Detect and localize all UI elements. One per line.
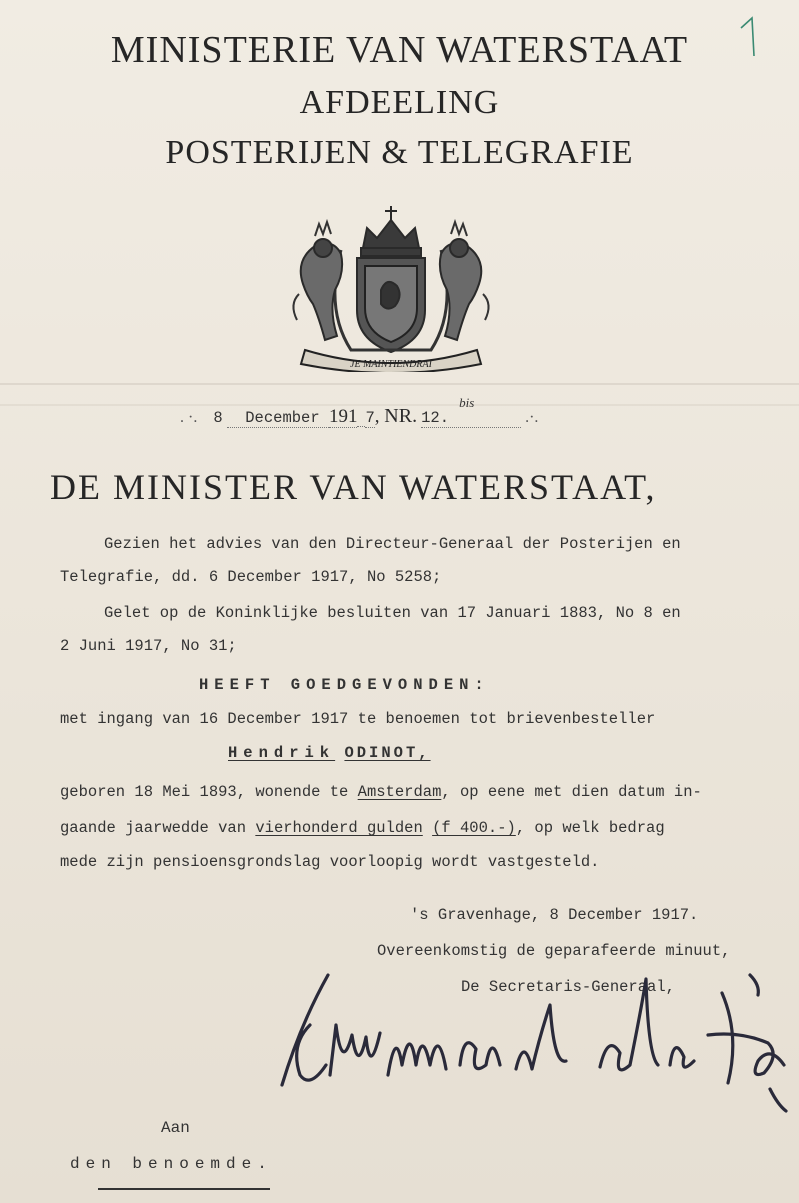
body-p5-a: gaande jaarwedde van — [60, 819, 256, 837]
appointee-first-name: Hendrik — [228, 744, 336, 762]
body-p4-b: , op eene met dien datum in- — [441, 783, 702, 801]
addressee-underline — [98, 1188, 270, 1190]
body-p2-line2: 2 Juni 1917, No 31; — [60, 637, 237, 655]
body-p1-line2: Telegrafie, dd. 6 December 1917, No 5258; — [60, 568, 442, 586]
residence-city: Amsterdam — [357, 783, 442, 801]
nr-superscript: bis — [459, 395, 475, 410]
appointee-last-name: ODINOT, — [344, 744, 431, 762]
document-title: DE MINISTER VAN WATERSTAAT, — [50, 467, 657, 507]
addressee-benoemde: den benoemde. — [70, 1155, 273, 1173]
appointee-name — [228, 744, 431, 762]
salary-amount: (f 400.-) — [432, 819, 516, 837]
signatory-title: De Secretaris-Generaal, — [461, 978, 675, 996]
body-p3-line1: met ingang van 16 December 1917 te benoemen tot brievenbesteller — [60, 710, 656, 728]
date-year-prefix: 191 — [328, 406, 358, 427]
addressee-aan: Aan — [161, 1119, 190, 1137]
body-p2-line1: Gelet op de Koninklijke besluiten van 17 Januari 1883, No 8 en — [104, 604, 681, 622]
decision-heading: HEEFT GOEDGEVONDEN: — [199, 676, 490, 694]
signature-name: Sweerts de Landas — [270, 965, 278, 966]
crest-motto: JE MAINTIENDRAI — [350, 359, 432, 370]
salary-words: vierhonderd gulden — [255, 819, 423, 837]
letterhead-ministry: MINISTERIE VAN WATERSTAAT — [110, 29, 689, 71]
date-line: . ·. 8 December 191 7, NR. 12. bis .·. — [180, 395, 539, 427]
date-day: 8 — [213, 409, 223, 427]
handwritten-signature — [270, 965, 790, 1115]
date-year-suffix: 7 — [365, 409, 375, 427]
body-p6: mede zijn pensioensgrondslag voorloopig wordt vastgesteld. — [60, 853, 600, 871]
body-p5-mid — [423, 819, 432, 837]
paper-fold — [0, 383, 799, 385]
letterhead-department: AFDEELING — [299, 84, 500, 121]
body-p5-b: , op welk bedrag — [515, 819, 665, 837]
coat-of-arms-seal — [285, 200, 497, 372]
conformity-note: Overeenkomstig de geparafeerde minuut, — [377, 942, 731, 960]
date-month: December — [245, 409, 320, 427]
body-p4-a: geboren 18 Mei 1893, wonende te — [60, 783, 358, 801]
place-date: 's Gravenhage, 8 December 1917. — [410, 906, 699, 924]
nr-value: 12. — [421, 409, 449, 427]
letterhead-service: POSTERIJEN & TELEGRAFIE — [165, 134, 634, 171]
body-p4 — [60, 783, 702, 801]
nr-label: NR. — [384, 405, 418, 427]
body-p5 — [60, 819, 665, 837]
body-p1-line1: Gezien het advies van den Directeur-Generaal der Posterijen en — [104, 535, 681, 553]
